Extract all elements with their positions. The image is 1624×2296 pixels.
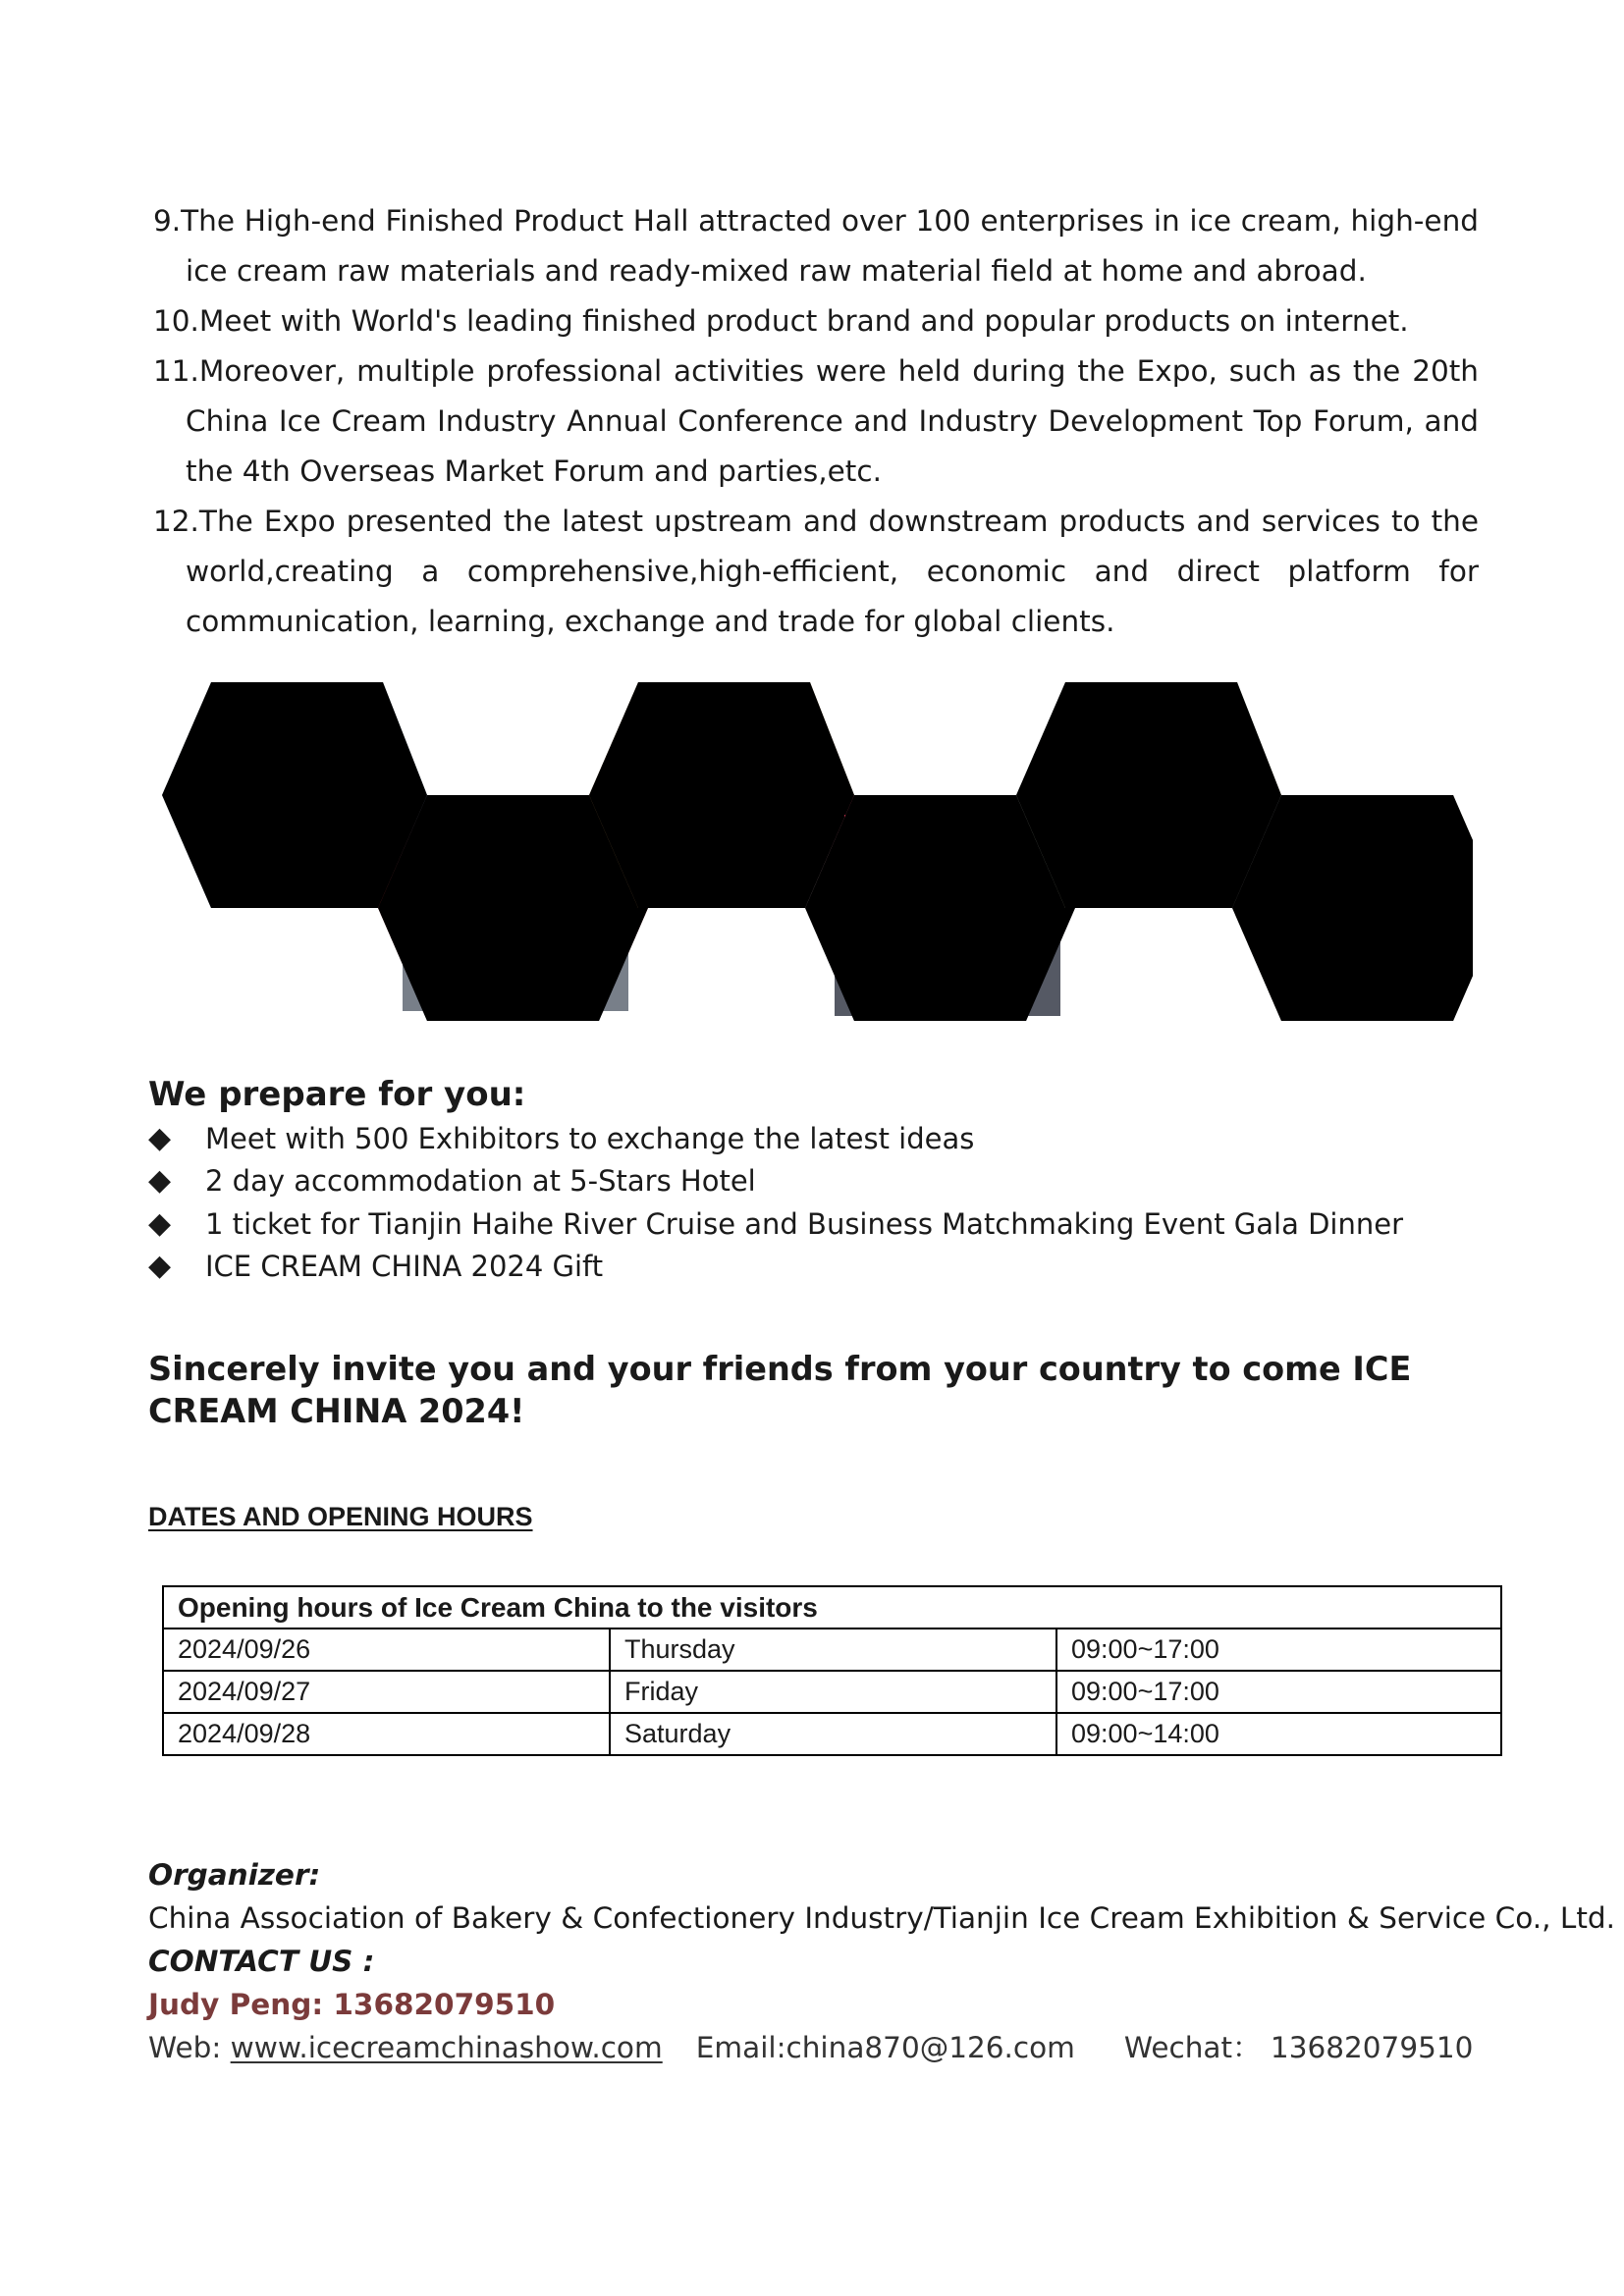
web-label: Web: [148, 2031, 231, 2064]
hours-cell: 09:00~14:00 [1056, 1713, 1501, 1755]
list-item: 12.The Expo presented the latest upstream and downstream products and services to the world,creating a comprehensive,high-efficient, economic and direct platform for communication, learning, exchange and trade for global clients. [153, 505, 1479, 638]
table-header-row [163, 1586, 1501, 1629]
diamond-bullet-icon: ◆ [148, 1249, 172, 1284]
date-cell: 2024/09/27 [163, 1671, 610, 1713]
benefits-list [148, 1117, 1425, 1288]
chef-demo-photo [1016, 682, 1281, 908]
list-item: 10.Meet with World's leading finished product brand and popular products on internet. [153, 304, 1409, 338]
prepare-heading: We prepare for you: [148, 1075, 526, 1114]
hours-cell: 09:00~17:00 [1056, 1671, 1501, 1713]
opening-hours-table [162, 1585, 1502, 1756]
diamond-bullet-icon: ◆ [148, 1205, 172, 1241]
date-cell: 2024/09/26 [163, 1629, 610, 1671]
email-text: Email:china870@126.com [695, 2031, 1075, 2064]
diamond-bullet-icon: ◆ [148, 1163, 172, 1199]
day-cell: Saturday [610, 1713, 1056, 1755]
organizer-label: Organizer: [148, 1858, 321, 1892]
organizer-name: China Association of Bakery & Confectionery Industry/Tianjin Ice Cream Exhibition & Service Co., Ltd. [148, 1901, 1615, 1935]
list-item: ◆ 2 day accommodation at 5-Stars Hotel [148, 1163, 756, 1199]
list-item: ◆ 1 ticket for Tianjin Haihe River Cruise and Business Matchmaking Event Gala Dinner [148, 1205, 1404, 1241]
table-row [163, 1713, 1501, 1755]
hexagon-collage [157, 677, 1473, 1031]
list-item: 9.The High-end Finished Product Hall attracted over 100 enterprises in ice cream, high-end ice cream raw materials and ready-mixed raw material field at home and abroad. [153, 204, 1479, 288]
diamond-bullet-icon: ◆ [148, 1120, 172, 1155]
list-item: ◆ ICE CREAM CHINA 2024 Gift [148, 1249, 604, 1284]
forum-audience-photo [1232, 795, 1473, 1021]
exhibitor-meeting-photo [162, 682, 427, 908]
list-item: 11.Moreover, multiple professional activities were held during the Expo, such as the 20th China Ice Cream Industry Annual Conference and Industry Development Top Forum, and the 4th Overseas Market Forum and parties,etc. [153, 354, 1479, 488]
website-link[interactable]: www.icecreamchinashow.com [230, 2031, 663, 2064]
hours-cell: 09:00~17:00 [1056, 1629, 1501, 1671]
date-cell: 2024/09/28 [163, 1713, 610, 1755]
photo-collage [157, 677, 1473, 1031]
contact-section [148, 1853, 1615, 2069]
day-cell: Thursday [610, 1629, 1056, 1671]
contact-person: Judy Peng: 13682079510 [148, 1988, 556, 2021]
day-cell: Friday [610, 1671, 1056, 1713]
invitation-text: Sincerely invite you and your friends from your country to come ICE CREAM CHINA 2024! [148, 1350, 1412, 1430]
list-item: ◆ Meet with 500 Exhibitors to exchange the latest ideas [148, 1120, 975, 1155]
numbered-list [153, 196, 1479, 647]
contact-details [148, 2026, 1523, 2069]
networking-party-photo [589, 682, 854, 908]
wechat-text: Wechat： 13682079510 [1123, 2031, 1474, 2064]
table-row [163, 1629, 1501, 1671]
table-row [163, 1671, 1501, 1713]
table-title: Opening hours of Ice Cream China to the visitors [163, 1586, 1501, 1629]
contact-label: CONTACT US : [148, 1945, 375, 1978]
dates-heading: DATES AND OPENING HOURS [148, 1502, 533, 1531]
